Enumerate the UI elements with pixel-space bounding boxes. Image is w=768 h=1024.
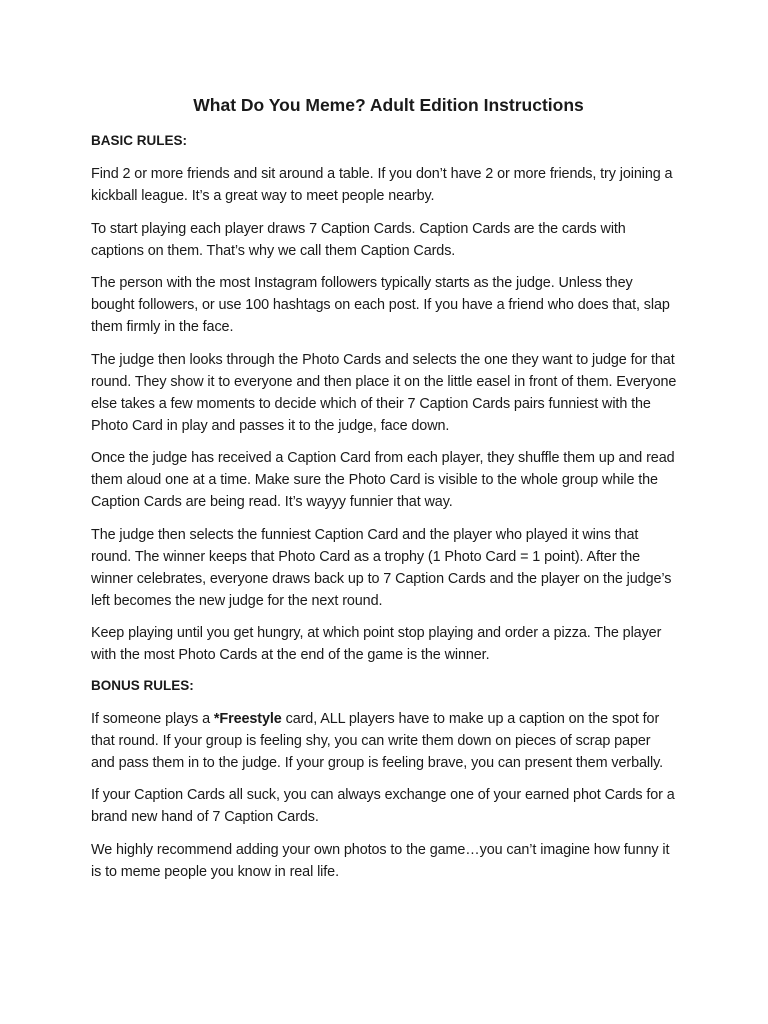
document-title: What Do You Meme? Adult Edition Instructions — [193, 95, 584, 115]
bonus-rule-paragraph-2: We highly recommend adding your own photos to the game…you can’t imagine how funny it is to meme people you know in real life. — [91, 841, 670, 880]
basic-rule-paragraph-1: Find 2 or more friends and sit around a table. If you don’t have 2 or more friends, try joining a kickball league. It’s a great way to meet people nearby. — [91, 166, 673, 204]
freestyle-prefix: If someone plays a — [91, 710, 214, 727]
bonus-rules-heading: BONUS RULES: — [91, 677, 194, 693]
freestyle-suffix: card, ALL players have to make up a caption on the spot for that round. If your group is feeling shy, you can write them down on pieces of scrap paper and pass them in to the judge. If your group is feeling brave, you can present them verbally. — [91, 710, 663, 771]
basic-rule-paragraph-7: Keep playing until you get hungry, at which point stop playing and order a pizza. The player with the most Photo Cards at the end of the game is the winner. — [91, 625, 662, 663]
basic-rule-paragraph-3: The person with the most Instagram followers typically starts as the judge. Unless they bought followers, or use 100 hashtags on each post. If you have a friend who does that, slap them firmly in the face. — [91, 275, 670, 335]
basic-rule-paragraph-2: To start playing each player draws 7 Caption Cards. Caption Cards are the cards with captions on them. That’s why we call them Caption Cards. — [91, 220, 626, 259]
bonus-rule-paragraph-1: If your Caption Cards all suck, you can always exchange one of your earned phot Cards for a brand new hand of 7 Caption Cards. — [91, 787, 675, 825]
basic-rule-paragraph-6: The judge then selects the funniest Caption Card and the player who played it wins that round. The winner keeps that Photo Card as a trophy (1 Photo Card = 1 point). After the winner celebrates, everyone draws back up to 7 Caption Cards and the player on the judge’s left becomes the new judge for the next round. — [91, 526, 672, 609]
freestyle-card-name: *Freestyle — [213, 710, 282, 727]
basic-rule-paragraph-4: The judge then looks through the Photo Cards and selects the one they want to judge for that round. They show it to everyone and then place it on the little easel in front of them. Everyone else takes a few moments to decide which of their 7 Caption Cards pairs funniest with the Photo Card in play and passes it to the judge, face down. — [91, 351, 677, 434]
basic-rules-heading: BASIC RULES: — [91, 133, 188, 148]
basic-rule-paragraph-5: Once the judge has received a Caption Card from each player, they shuffle them up and read them aloud one at a time. Make sure the Photo Card is visible to the whole group while the Caption Cards are being read. It’s wayyy funnier that way. — [91, 450, 675, 510]
freestyle-rule-paragraph — [91, 708, 678, 774]
